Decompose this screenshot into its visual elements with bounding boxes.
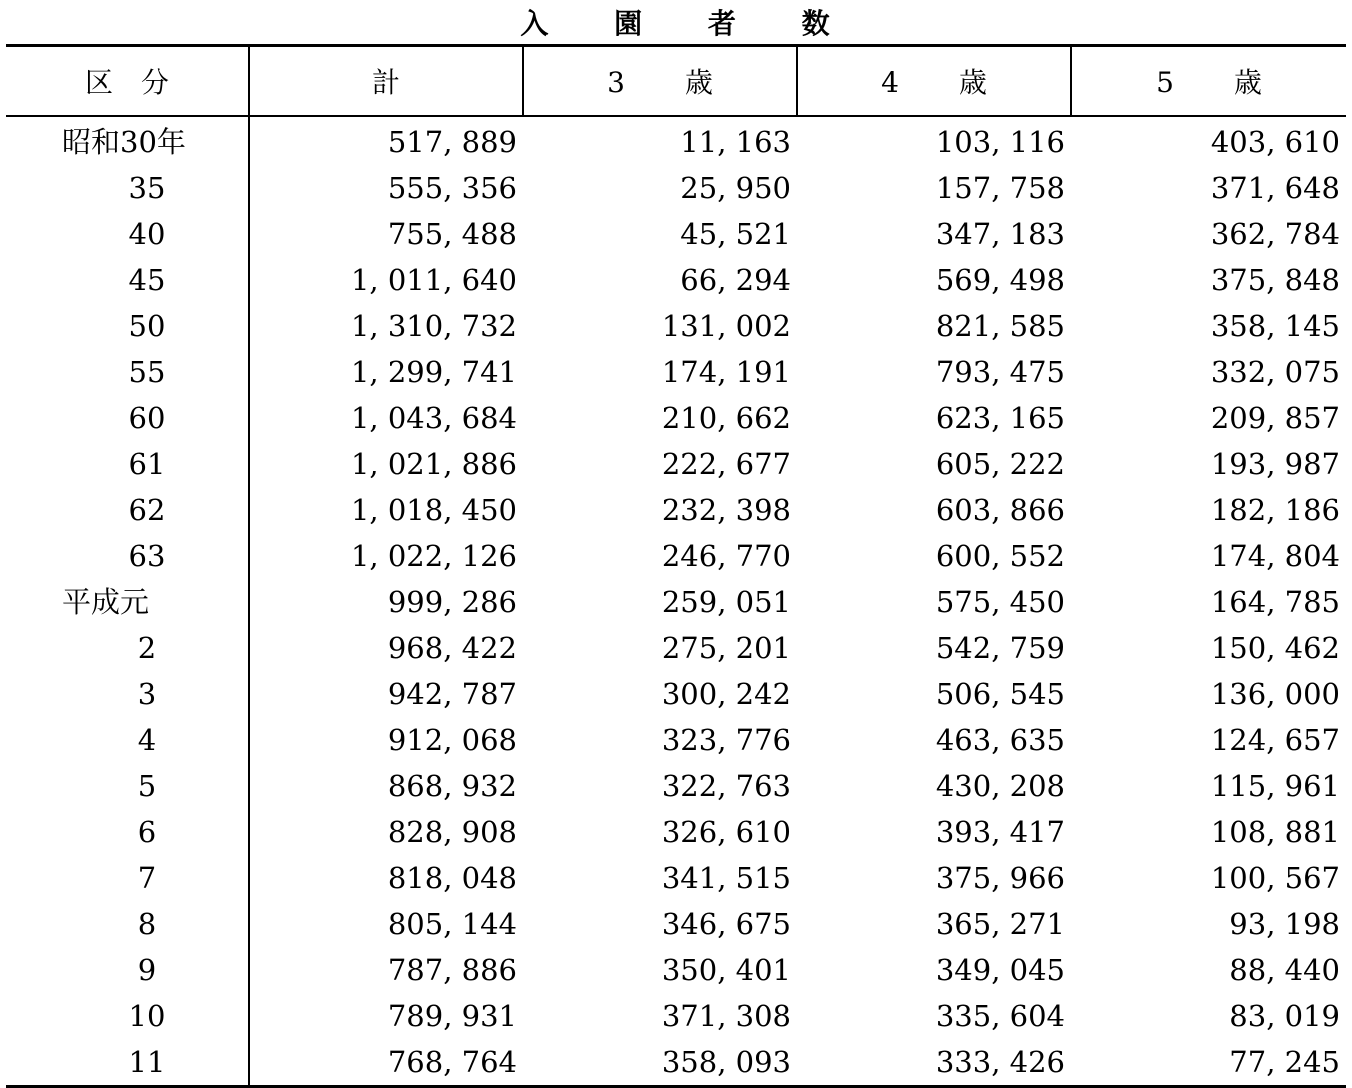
cell-age4: 103, 116 <box>935 125 1065 159</box>
cell-age5: 182, 186 <box>1210 493 1340 527</box>
cell-total: 768, 764 <box>249 1039 523 1087</box>
cell-age3: 341, 515 <box>661 861 791 895</box>
row-label: 55 <box>6 349 249 395</box>
table-row <box>6 993 1346 1039</box>
cell-age4: 542, 759 <box>935 631 1065 665</box>
table-row <box>6 855 1346 901</box>
cell-age4: 603, 866 <box>935 493 1065 527</box>
row-label: 3 <box>6 671 249 717</box>
cell-age4: 430, 208 <box>935 769 1065 803</box>
table-row <box>6 809 1346 855</box>
cell-age4: 506, 545 <box>935 677 1065 711</box>
cell-total: 868, 932 <box>387 769 517 803</box>
row-label: 2 <box>6 625 249 671</box>
row-label: 平成元 <box>6 579 249 625</box>
row-label: 5 <box>6 763 249 809</box>
cell-total: 1, 299, 741 <box>350 355 517 389</box>
cell-age5: 375, 848 <box>1210 263 1340 297</box>
cell-age5: 100, 567 <box>1210 861 1340 895</box>
table-row <box>6 901 1346 947</box>
row-label: 62 <box>6 487 249 533</box>
cell-total: 517, 889 <box>387 125 517 159</box>
cell-total: 555, 356 <box>387 171 517 205</box>
cell-age5: 362, 784 <box>1210 217 1340 251</box>
cell-age3: 232, 398 <box>661 493 791 527</box>
cell-age4: 349, 045 <box>935 953 1065 987</box>
title-char: 数 <box>801 7 832 40</box>
cell-age3: 222, 677 <box>661 447 791 481</box>
row-label: 40 <box>6 211 249 257</box>
table-row <box>6 1039 1346 1087</box>
cell-age5: 108, 881 <box>1210 815 1340 849</box>
title-char: 園 <box>614 7 645 40</box>
cell-age5: 88, 440 <box>1229 953 1340 987</box>
cell-age5: 164, 785 <box>1210 585 1340 619</box>
cell-total: 805, 144 <box>387 907 517 941</box>
table-row <box>6 487 1346 533</box>
cell-total: 818, 048 <box>387 861 517 895</box>
row-label: 9 <box>6 947 249 993</box>
cell-total: 968, 422 <box>387 631 517 665</box>
table-row <box>6 211 1346 257</box>
cell-age3: 131, 002 <box>661 309 791 343</box>
cell-total: 789, 931 <box>387 999 517 1033</box>
title-char: 者 <box>707 7 738 40</box>
cell-age5: 115, 961 <box>1210 769 1340 803</box>
table-row <box>6 579 1346 625</box>
cell-age5: 371, 648 <box>1210 171 1340 205</box>
cell-age4: 600, 552 <box>935 539 1065 573</box>
cell-age3: 66, 294 <box>680 263 791 297</box>
cell-age5: 93, 198 <box>1229 907 1340 941</box>
cell-total: 787, 886 <box>387 953 517 987</box>
header-age3: 3 歳 <box>523 46 797 117</box>
cell-total: 828, 908 <box>387 815 517 849</box>
cell-age3: 322, 763 <box>661 769 791 803</box>
cell-total: 755, 488 <box>387 217 517 251</box>
cell-age5: 332, 075 <box>1210 355 1340 389</box>
row-label: 4 <box>6 717 249 763</box>
row-label: 35 <box>6 165 249 211</box>
cell-age3: 346, 675 <box>661 907 791 941</box>
cell-total: 1, 011, 640 <box>350 263 517 297</box>
table-row <box>6 257 1346 303</box>
cell-total: 1, 043, 684 <box>350 401 517 435</box>
cell-age3: 11, 163 <box>680 125 791 159</box>
cell-age3: 275, 201 <box>661 631 791 665</box>
table-row <box>6 671 1346 717</box>
cell-total: 1, 022, 126 <box>350 539 517 573</box>
cell-age5: 136, 000 <box>1210 677 1340 711</box>
cell-age4: 365, 271 <box>935 907 1065 941</box>
cell-age5: 77, 245 <box>1071 1039 1346 1087</box>
cell-age3: 326, 610 <box>661 815 791 849</box>
cell-age5: 403, 610 <box>1210 125 1340 159</box>
table-row <box>6 349 1346 395</box>
cell-total: 999, 286 <box>387 585 517 619</box>
header-category: 区 分 <box>6 46 249 117</box>
cell-age5: 209, 857 <box>1210 401 1340 435</box>
row-label: 63 <box>6 533 249 579</box>
row-label: 昭和30年 <box>6 116 249 165</box>
cell-age5: 83, 019 <box>1229 999 1340 1033</box>
table-row <box>6 116 1346 165</box>
table-row <box>6 625 1346 671</box>
cell-age3: 246, 770 <box>661 539 791 573</box>
cell-age3: 358, 093 <box>523 1039 797 1087</box>
table-row <box>6 303 1346 349</box>
row-label: 8 <box>6 901 249 947</box>
enrollment-table <box>6 44 1346 1088</box>
header-row <box>6 46 1346 117</box>
cell-total: 912, 068 <box>387 723 517 757</box>
cell-age3: 210, 662 <box>661 401 791 435</box>
cell-total: 1, 021, 886 <box>350 447 517 481</box>
cell-age4: 335, 604 <box>935 999 1065 1033</box>
header-age5: 5 歳 <box>1071 46 1346 117</box>
cell-age3: 323, 776 <box>661 723 791 757</box>
cell-age3: 174, 191 <box>661 355 791 389</box>
cell-age4: 375, 966 <box>935 861 1065 895</box>
header-total: 計 <box>249 46 523 117</box>
row-label: 60 <box>6 395 249 441</box>
table-row <box>6 717 1346 763</box>
cell-age4: 463, 635 <box>935 723 1065 757</box>
row-label: 7 <box>6 855 249 901</box>
row-label: 10 <box>6 993 249 1039</box>
table-row <box>6 763 1346 809</box>
cell-age3: 300, 242 <box>661 677 791 711</box>
cell-age4: 393, 417 <box>935 815 1065 849</box>
row-label: 61 <box>6 441 249 487</box>
cell-age4: 157, 758 <box>935 171 1065 205</box>
cell-age5: 193, 987 <box>1210 447 1340 481</box>
cell-age4: 347, 183 <box>935 217 1065 251</box>
cell-age5: 124, 657 <box>1210 723 1340 757</box>
cell-total: 1, 310, 732 <box>350 309 517 343</box>
cell-total: 1, 018, 450 <box>350 493 517 527</box>
cell-age4: 623, 165 <box>935 401 1065 435</box>
row-label: 11 <box>6 1039 249 1087</box>
row-label: 6 <box>6 809 249 855</box>
cell-total: 942, 787 <box>387 677 517 711</box>
table-row <box>6 533 1346 579</box>
row-label: 45 <box>6 257 249 303</box>
table-row <box>6 441 1346 487</box>
cell-age4: 793, 475 <box>935 355 1065 389</box>
title-char: 入 <box>520 7 551 40</box>
table-row <box>6 165 1346 211</box>
cell-age3: 25, 950 <box>680 171 791 205</box>
header-age4: 4 歳 <box>797 46 1071 117</box>
cell-age3: 371, 308 <box>661 999 791 1033</box>
table-row <box>6 947 1346 993</box>
row-label: 50 <box>6 303 249 349</box>
cell-age3: 259, 051 <box>661 585 791 619</box>
cell-age5: 150, 462 <box>1210 631 1340 665</box>
cell-age4: 333, 426 <box>797 1039 1071 1087</box>
cell-age3: 45, 521 <box>680 217 791 251</box>
cell-age3: 350, 401 <box>661 953 791 987</box>
table-title <box>0 4 1352 44</box>
cell-age5: 174, 804 <box>1210 539 1340 573</box>
table-row <box>6 395 1346 441</box>
cell-age4: 575, 450 <box>935 585 1065 619</box>
cell-age5: 358, 145 <box>1210 309 1340 343</box>
cell-age4: 569, 498 <box>935 263 1065 297</box>
cell-age4: 605, 222 <box>935 447 1065 481</box>
cell-age4: 821, 585 <box>935 309 1065 343</box>
